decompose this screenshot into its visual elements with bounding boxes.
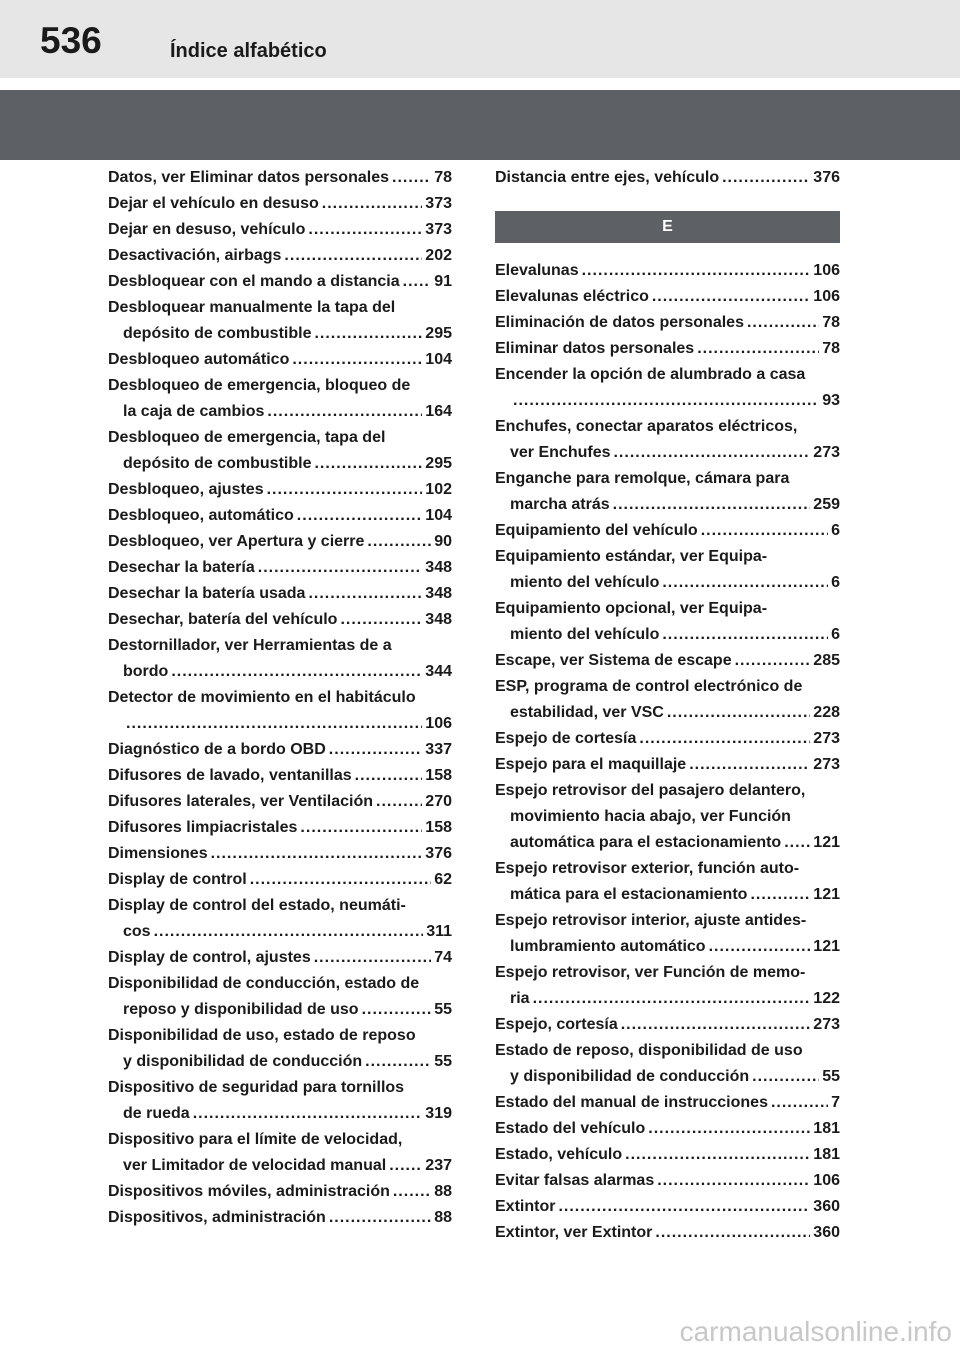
- leader-dots: [362, 997, 432, 1023]
- index-entry: [108, 191, 452, 217]
- entry-text: ver Enchufes: [510, 444, 611, 461]
- entry-text: Display de control: [108, 871, 247, 888]
- index-entry: [495, 414, 840, 440]
- index-entry: [495, 362, 840, 388]
- entry-text: mática para el estacionamiento: [510, 886, 748, 903]
- entry-page-number: 121: [813, 938, 840, 955]
- index-entry: [495, 752, 840, 778]
- entry-text: Espejo retrovisor interior, ajuste antides-: [495, 912, 807, 929]
- leader-dots: [284, 243, 422, 269]
- leader-dots: [267, 399, 422, 425]
- entry-page-number: 181: [813, 1120, 840, 1137]
- leader-dots: [697, 336, 819, 362]
- letter-heading: E: [495, 211, 840, 243]
- entry-text: ESP, programa de control electrónico de: [495, 678, 803, 695]
- entry-text: Desechar, batería del vehículo: [108, 611, 338, 628]
- entry-page-number: 74: [434, 949, 452, 966]
- index-entry: [108, 1075, 452, 1101]
- entry-page-number: 360: [813, 1198, 840, 1215]
- entry-page-number: 88: [434, 1183, 452, 1200]
- leader-dots: [662, 570, 828, 596]
- entry-text: depósito de combustible: [123, 455, 312, 472]
- entry-page-number: 228: [813, 704, 840, 721]
- entry-text: Desechar la batería usada: [108, 585, 306, 602]
- index-entry: [495, 310, 840, 336]
- entry-text: y disponibilidad de conducción: [510, 1068, 750, 1085]
- entry-page-number: 319: [425, 1105, 452, 1122]
- index-entry: [108, 685, 452, 711]
- entry-text: Detector de movimiento en el habitáculo: [108, 689, 416, 706]
- entry-text: Espejo retrovisor, ver Función de memo-: [495, 964, 806, 981]
- entry-text: Dispositivos, administración: [108, 1209, 326, 1226]
- index-entry: [108, 841, 452, 867]
- entry-page-number: 106: [813, 1172, 840, 1189]
- entry-text: Estado del vehículo: [495, 1120, 646, 1137]
- entry-page-number: 158: [425, 819, 452, 836]
- index-entry: [108, 1101, 452, 1127]
- index-entry: [108, 997, 452, 1023]
- index-entry: [108, 269, 452, 295]
- entry-text: Desbloqueo, ver Apertura y cierre: [108, 533, 365, 550]
- leader-dots: [403, 269, 432, 295]
- entry-text: Extintor: [495, 1198, 556, 1215]
- leader-dots: [322, 191, 423, 217]
- entry-text: Eliminar datos personales: [495, 340, 695, 357]
- index-entry: [108, 867, 452, 893]
- entry-text: Encender la opción de alumbrado a casa: [495, 366, 806, 383]
- entry-page-number: 55: [822, 1068, 840, 1085]
- entry-page-number: 376: [425, 845, 452, 862]
- entry-page-number: 106: [425, 715, 452, 732]
- leader-dots: [365, 1049, 431, 1075]
- entry-text: Destornillador, ver Herramientas de a: [108, 637, 392, 654]
- entry-page-number: 6: [831, 626, 840, 643]
- leader-dots: [392, 165, 431, 191]
- index-entry: [495, 1142, 840, 1168]
- index-entry: [495, 700, 840, 726]
- index-entry: [495, 934, 840, 960]
- index-entry: [495, 544, 840, 570]
- entry-text: Diagnóstico de a bordo OBD: [108, 741, 326, 758]
- index-entry: [495, 284, 840, 310]
- leader-dots: [267, 477, 423, 503]
- index-entry: [495, 1012, 840, 1038]
- index-entry: [108, 373, 452, 399]
- index-entry: [108, 737, 452, 763]
- entry-text: Difusores laterales, ver Ventilación: [108, 793, 374, 810]
- entry-text: Dispositivo para el límite de velocidad,: [108, 1131, 403, 1148]
- entry-text: Desbloqueo, automático: [108, 507, 294, 524]
- index-entry: [108, 945, 452, 971]
- leader-dots: [648, 1116, 810, 1142]
- entry-page-number: 122: [813, 990, 840, 1007]
- entry-text: bordo: [123, 663, 169, 680]
- entry-text: Dejar el vehículo en desuso: [108, 195, 319, 212]
- entry-text: Espejo, cortesía: [495, 1016, 618, 1033]
- entry-page-number: 273: [813, 1016, 840, 1033]
- index-entry: [108, 581, 452, 607]
- entry-text: Dispositivos móviles, administración: [108, 1183, 390, 1200]
- entry-text: Desbloquear con el mando a distancia: [108, 273, 400, 290]
- entry-text: Elevalunas eléctrico: [495, 288, 649, 305]
- entry-page-number: 273: [813, 444, 840, 461]
- leader-dots: [582, 258, 811, 284]
- leader-dots: [389, 1153, 422, 1179]
- leader-dots: [250, 867, 432, 893]
- entry-text: miento del vehículo: [510, 626, 660, 643]
- page-header: [0, 0, 960, 78]
- index-entry: [108, 477, 452, 503]
- index-entry: [108, 217, 452, 243]
- entry-page-number: 285: [813, 652, 840, 669]
- entry-text: automática para el estacionamiento: [510, 834, 782, 851]
- index-entry: [495, 726, 840, 752]
- entry-text: ria: [510, 990, 530, 1007]
- index-entry: [108, 243, 452, 269]
- leader-dots: [662, 622, 828, 648]
- index-entry: [108, 1023, 452, 1049]
- entry-text: Desbloqueo de emergencia, tapa del: [108, 429, 386, 446]
- leader-dots: [126, 711, 422, 737]
- entry-text: Equipamiento estándar, ver Equipa-: [495, 548, 768, 565]
- entry-text: Equipamiento del vehículo: [495, 522, 698, 539]
- entry-page-number: 88: [434, 1209, 452, 1226]
- entry-text: Disponibilidad de uso, estado de reposo: [108, 1027, 416, 1044]
- index-entry: [495, 908, 840, 934]
- index-entry: [108, 607, 452, 633]
- entry-page-number: 273: [813, 730, 840, 747]
- index-entry: [108, 919, 452, 945]
- entry-text: Desbloqueo automático: [108, 351, 290, 368]
- entry-text: Desactivación, airbags: [108, 247, 282, 264]
- entry-text: Difusores de lavado, ventanillas: [108, 767, 352, 784]
- entry-page-number: 55: [434, 1053, 452, 1070]
- entry-page-number: 78: [822, 340, 840, 357]
- entry-page-number: 373: [425, 221, 452, 238]
- leader-dots: [784, 830, 810, 856]
- entry-text: Display de control, ajustes: [108, 949, 311, 966]
- index-entry: [108, 1205, 452, 1231]
- leader-dots: [657, 1168, 810, 1194]
- entry-page-number: 259: [813, 496, 840, 513]
- leader-dots: [667, 700, 810, 726]
- index-entry: [495, 1194, 840, 1220]
- leader-dots: [709, 934, 811, 960]
- leader-dots: [752, 1064, 819, 1090]
- entry-page-number: 106: [813, 288, 840, 305]
- leader-dots: [689, 752, 810, 778]
- entry-page-number: 121: [813, 886, 840, 903]
- leader-dots: [722, 165, 810, 191]
- entry-text: Display de control del estado, neumáti-: [108, 897, 406, 914]
- index-entry: [495, 165, 840, 191]
- index-entry: [108, 451, 452, 477]
- entry-page-number: 102: [425, 481, 452, 498]
- entry-page-number: 344: [425, 663, 452, 680]
- entry-text: Estado del manual de instrucciones: [495, 1094, 768, 1111]
- leader-dots: [193, 1101, 423, 1127]
- leader-dots: [314, 321, 422, 347]
- entry-text: lumbramiento automático: [510, 938, 706, 955]
- entry-text: Enchufes, conectar aparatos eléctricos,: [495, 418, 798, 435]
- entry-text: Estado, vehículo: [495, 1146, 623, 1163]
- entry-text: y disponibilidad de conducción: [123, 1053, 363, 1070]
- entry-text: Desbloqueo, ajustes: [108, 481, 264, 498]
- entry-page-number: 55: [434, 1001, 452, 1018]
- leader-dots: [771, 1090, 828, 1116]
- leader-dots: [297, 503, 423, 529]
- index-entry: [495, 830, 840, 856]
- entry-text: Disponibilidad de conducción, estado de: [108, 975, 420, 992]
- entry-page-number: 348: [425, 559, 452, 576]
- entry-page-number: 237: [425, 1157, 452, 1174]
- entry-text: movimiento hacia abajo, ver Función: [510, 808, 791, 825]
- index-entry: [108, 165, 452, 191]
- leader-dots: [154, 919, 424, 945]
- index-entry: [495, 622, 840, 648]
- index-entry: [495, 1168, 840, 1194]
- index-entry: [108, 555, 452, 581]
- entry-page-number: 295: [425, 325, 452, 342]
- entry-page-number: 6: [831, 574, 840, 591]
- entry-page-number: 311: [426, 923, 452, 940]
- index-entry: [108, 425, 452, 451]
- index-entry: [108, 971, 452, 997]
- leader-dots: [655, 1220, 810, 1246]
- entry-page-number: 78: [434, 169, 452, 186]
- index-entry: [108, 1179, 452, 1205]
- entry-page-number: 273: [813, 756, 840, 773]
- leader-dots: [355, 763, 423, 789]
- leader-dots: [171, 659, 422, 685]
- index-entry: [108, 711, 452, 737]
- entry-page-number: 91: [434, 273, 452, 290]
- index-entry: [108, 1127, 452, 1153]
- index-entry: [108, 763, 452, 789]
- entry-page-number: 181: [813, 1146, 840, 1163]
- leader-dots: [652, 284, 810, 310]
- entry-page-number: 106: [813, 262, 840, 279]
- leader-dots: [376, 789, 422, 815]
- leader-dots: [533, 986, 811, 1012]
- leader-dots: [329, 737, 423, 763]
- leader-dots: [367, 529, 431, 555]
- index-column-right: [495, 165, 840, 1246]
- entry-page-number: 104: [425, 507, 452, 524]
- entry-page-number: 121: [813, 834, 840, 851]
- entry-text: Espejo para el maquillaje: [495, 756, 687, 773]
- entry-text: Evitar falsas alarmas: [495, 1172, 655, 1189]
- index-entry: [108, 1049, 452, 1075]
- entry-page-number: 104: [425, 351, 452, 368]
- entry-text: marcha atrás: [510, 496, 610, 513]
- leader-dots: [513, 388, 819, 414]
- index-entry: [108, 1153, 452, 1179]
- index-entry: [108, 789, 452, 815]
- index-entry: [108, 503, 452, 529]
- index-entry: [108, 321, 452, 347]
- index-entry: [108, 893, 452, 919]
- leader-dots: [308, 581, 422, 607]
- leader-dots: [308, 217, 422, 243]
- entry-page-number: 337: [425, 741, 452, 758]
- entry-text: Dimensiones: [108, 845, 208, 862]
- index-entry: [108, 295, 452, 321]
- entry-page-number: 376: [813, 169, 840, 186]
- index-entry: [495, 1038, 840, 1064]
- entry-text: Equipamiento opcional, ver Equipa-: [495, 600, 768, 617]
- index-entry: [495, 1116, 840, 1142]
- entry-page-number: 164: [425, 403, 452, 420]
- leader-dots: [292, 347, 422, 373]
- section-title: Índice alfabético: [170, 40, 327, 62]
- entry-page-number: 202: [425, 247, 452, 264]
- leader-dots: [613, 440, 810, 466]
- entry-page-number: 6: [831, 522, 840, 539]
- index-entry: [495, 648, 840, 674]
- leader-dots: [621, 1012, 811, 1038]
- entry-text: Espejo retrovisor exterior, función auto-: [495, 860, 800, 877]
- entry-text: Elevalunas: [495, 262, 579, 279]
- entry-page-number: 62: [434, 871, 452, 888]
- index-entry: [495, 1064, 840, 1090]
- entry-text: Desechar la batería: [108, 559, 255, 576]
- index-entry: [495, 674, 840, 700]
- index-entry: [108, 347, 452, 373]
- entry-page-number: 348: [425, 585, 452, 602]
- index-entry: [495, 1220, 840, 1246]
- entry-text: Espejo retrovisor del pasajero delantero,: [495, 782, 806, 799]
- index-entry: [495, 778, 840, 804]
- entry-text: Difusores limpiacristales: [108, 819, 298, 836]
- entry-page-number: 360: [813, 1224, 840, 1241]
- leader-dots: [639, 726, 810, 752]
- index-entry: [495, 388, 840, 414]
- entry-page-number: 158: [425, 767, 452, 784]
- entry-page-number: 93: [822, 392, 840, 409]
- entry-page-number: 78: [822, 314, 840, 331]
- entry-page-number: 295: [425, 455, 452, 472]
- entry-page-number: 90: [434, 533, 452, 550]
- leader-dots: [701, 518, 828, 544]
- entry-text: Dispositivo de seguridad para tornillos: [108, 1079, 405, 1096]
- entry-text: Eliminación de datos personales: [495, 314, 744, 331]
- header-band: [0, 90, 960, 160]
- leader-dots: [750, 882, 810, 908]
- entry-text: Datos, ver Eliminar datos personales: [108, 169, 389, 186]
- entry-text: de rueda: [123, 1105, 190, 1122]
- index-entry: [108, 529, 452, 555]
- leader-dots: [558, 1194, 810, 1220]
- index-entry: [495, 570, 840, 596]
- entry-text: Desbloqueo de emergencia, bloqueo de: [108, 377, 411, 394]
- index-entry: [495, 258, 840, 284]
- leader-dots: [314, 451, 422, 477]
- index-entry: [495, 596, 840, 622]
- leader-dots: [747, 310, 819, 336]
- entry-page-number: 348: [425, 611, 452, 628]
- entry-text: Escape, ver Sistema de escape: [495, 652, 732, 669]
- leader-dots: [258, 555, 423, 581]
- index-entry: [495, 856, 840, 882]
- index-entry: [495, 1090, 840, 1116]
- entry-page-number: 270: [425, 793, 452, 810]
- index-entry: [495, 466, 840, 492]
- leader-dots: [735, 648, 811, 674]
- entry-text: Extintor, ver Extintor: [495, 1224, 653, 1241]
- watermark: carmanualsonline.info: [679, 1316, 952, 1347]
- entry-text: depósito de combustible: [123, 325, 312, 342]
- leader-dots: [625, 1142, 810, 1168]
- index-entry: [108, 399, 452, 425]
- page-number: 536: [40, 20, 102, 61]
- entry-text: reposo y disponibilidad de uso: [123, 1001, 359, 1018]
- entry-text: cos: [123, 923, 151, 940]
- index-entry: [108, 815, 452, 841]
- index-entry: [495, 804, 840, 830]
- entry-text: miento del vehículo: [510, 574, 660, 591]
- entry-text: Dejar en desuso, vehículo: [108, 221, 306, 238]
- index-entry: [495, 440, 840, 466]
- index-entry: [495, 518, 840, 544]
- entry-text: estabilidad, ver VSC: [510, 704, 664, 721]
- entry-text: Espejo de cortesía: [495, 730, 637, 747]
- leader-dots: [393, 1179, 431, 1205]
- index-entry: [495, 960, 840, 986]
- entry-text: la caja de cambios: [123, 403, 265, 420]
- index-entry: [495, 492, 840, 518]
- leader-dots: [211, 841, 423, 867]
- leader-dots: [340, 607, 422, 633]
- leader-dots: [300, 815, 422, 841]
- entry-text: Enganche para remolque, cámara para: [495, 470, 790, 487]
- index-entry: [108, 659, 452, 685]
- entry-text: Estado de reposo, disponibilidad de uso: [495, 1042, 803, 1059]
- leader-dots: [329, 1205, 431, 1231]
- entry-text: Desbloquear manualmente la tapa del: [108, 299, 396, 316]
- entry-text: Distancia entre ejes, vehículo: [495, 169, 720, 186]
- index-entry: [495, 986, 840, 1012]
- entry-text: ver Limitador de velocidad manual: [123, 1157, 387, 1174]
- leader-dots: [613, 492, 811, 518]
- leader-dots: [314, 945, 431, 971]
- entry-page-number: 7: [831, 1094, 840, 1111]
- index-column-left: [108, 165, 452, 1231]
- index-entry: [495, 882, 840, 908]
- index-entry: [495, 336, 840, 362]
- entry-page-number: 373: [425, 195, 452, 212]
- index-entry: [108, 633, 452, 659]
